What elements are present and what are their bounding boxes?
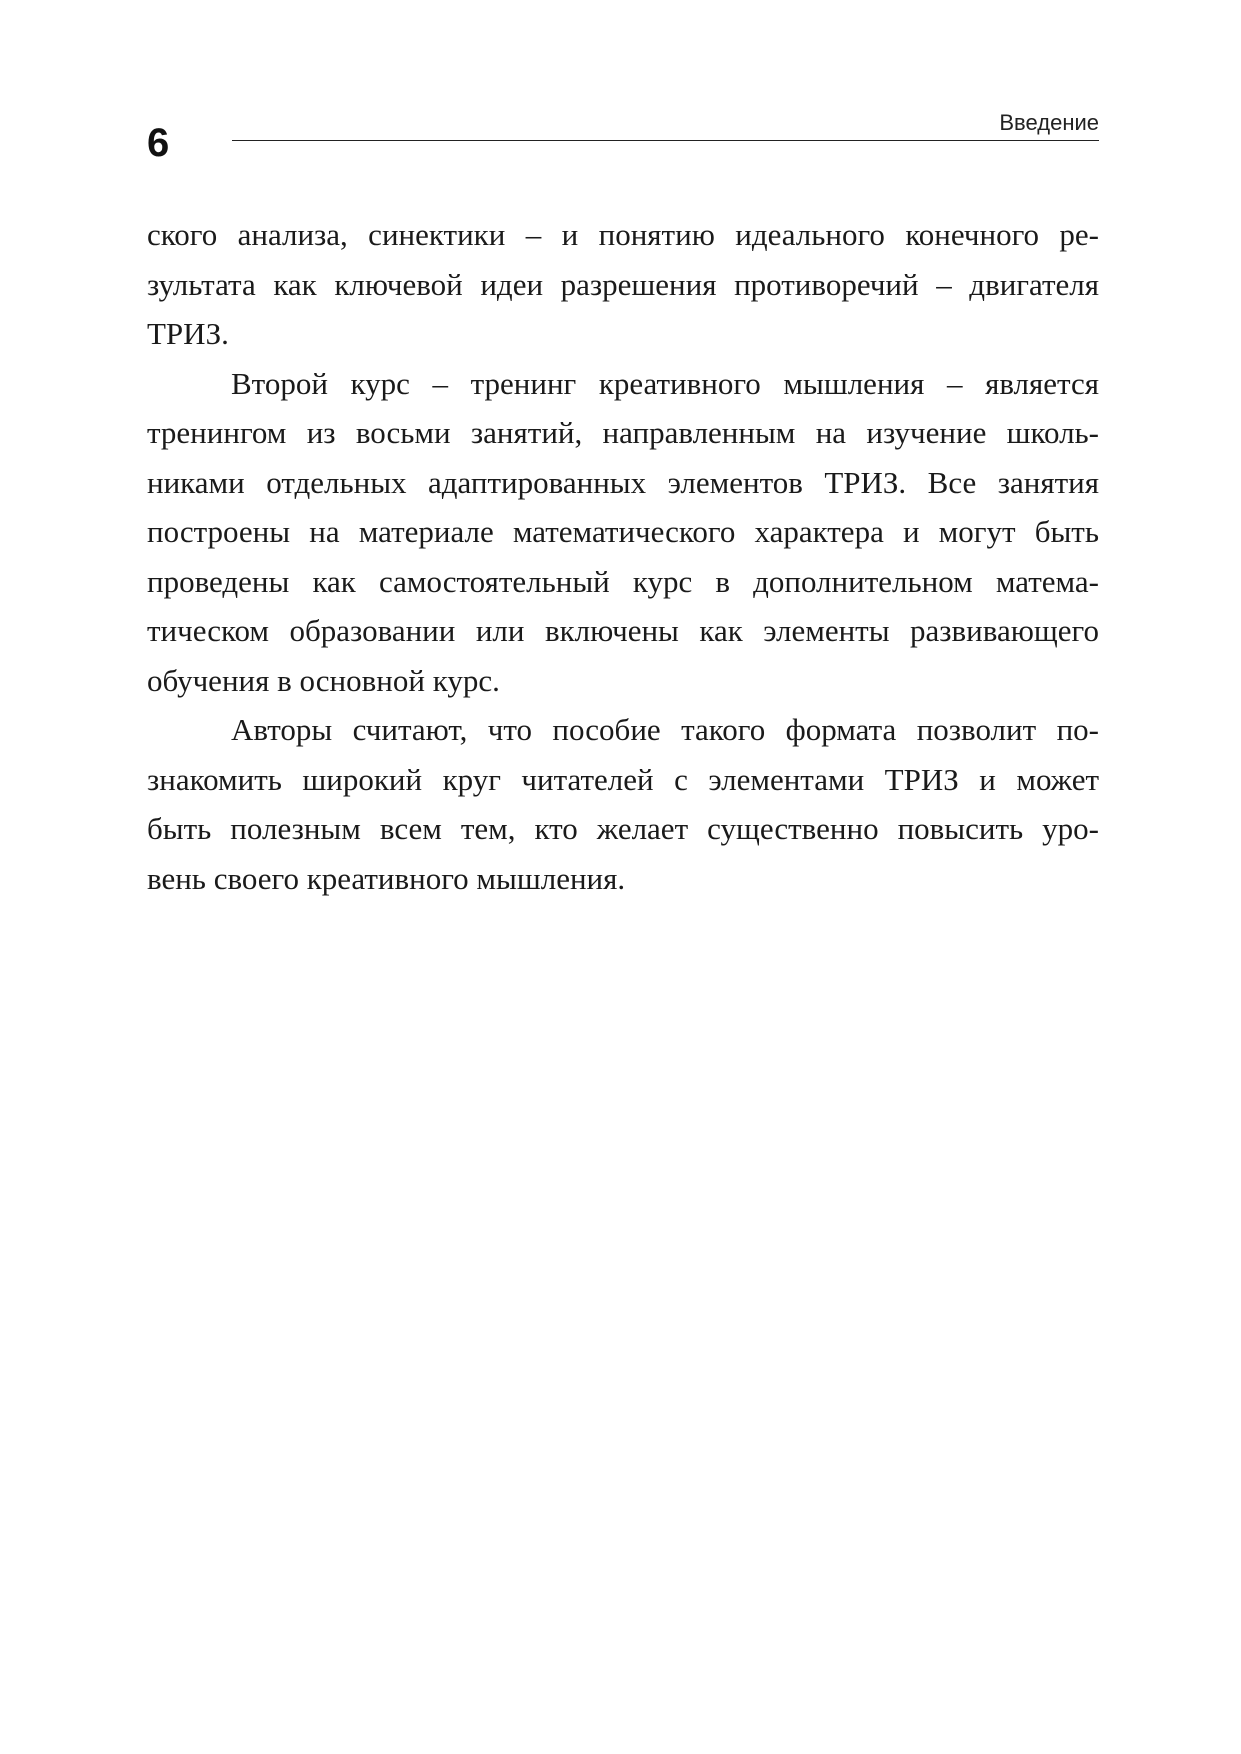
text-line: знакомить широкий круг читателей с элементами ТРИЗ и может (147, 761, 1099, 797)
body-text (147, 210, 1099, 903)
paragraph-2 (147, 359, 1099, 706)
text-line: зультата как ключевой идеи разрешения противоречий – двигателя (147, 266, 1099, 302)
text-line: вень своего креативного мышления. (147, 860, 626, 896)
text-line: ского анализа, синектики – и понятию идеального конечного ре- (147, 217, 1099, 252)
header-rule (232, 140, 1099, 141)
text-line: построены на материале математического характера и могут быть (147, 514, 1099, 549)
text-line: проведены как самостоятельный курс в дополнительном матема- (147, 563, 1099, 599)
paragraph-3 (147, 705, 1099, 903)
paragraph-1 (147, 210, 1099, 359)
text-line: обучения в основной курс. (147, 662, 500, 698)
running-head: Введение (999, 110, 1099, 135)
text-line: тическом образовании или включены как элементы развивающего (147, 613, 1099, 648)
text-line: Второй курс – тренинг креативного мышления – является (231, 365, 1099, 401)
text-line: никами отдельных адаптированных элементов ТРИЗ. Все занятия (147, 464, 1099, 500)
text-line: Авторы считают, что пособие такого формата позволит по- (231, 712, 1099, 747)
text-line: тренингом из восьми занятий, направленным на изучение школь- (147, 415, 1099, 450)
text-line: быть полезным всем тем, кто желает существенно повысить уро- (147, 811, 1099, 846)
text-line: ТРИЗ. (147, 316, 229, 351)
page-number: 6 (147, 121, 170, 165)
